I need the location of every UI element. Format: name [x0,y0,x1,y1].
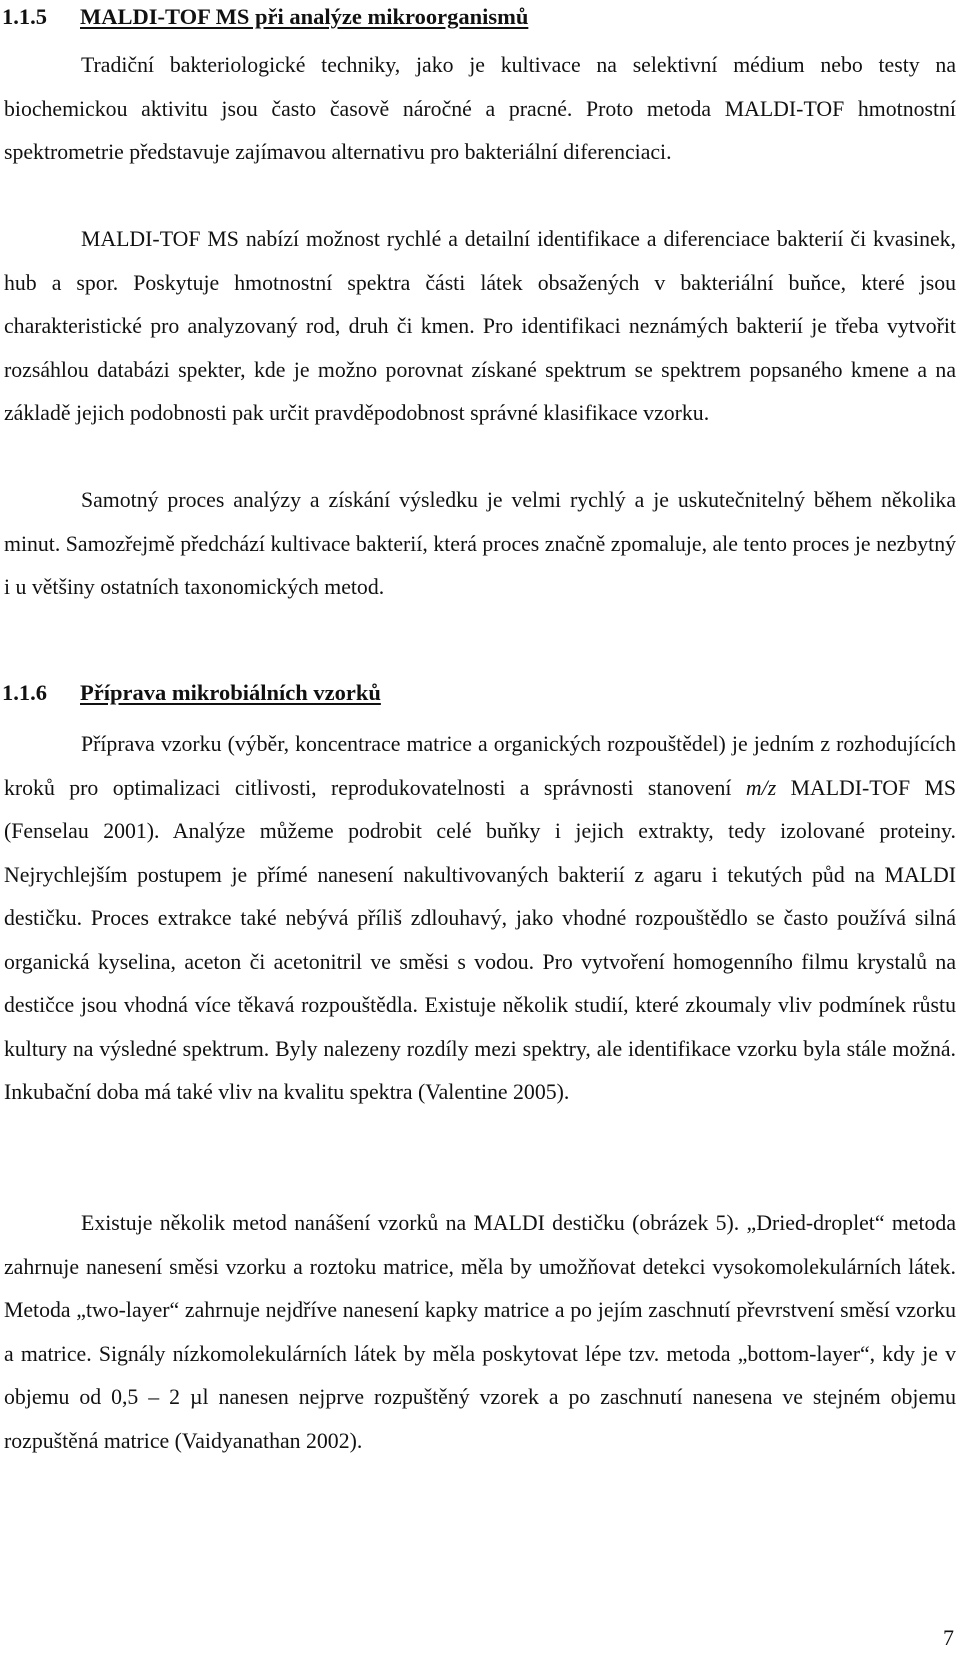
section-title: Příprava mikrobiálních vzorků [80,680,381,705]
section-number: 1.1.5 [2,4,47,29]
page-number: 7 [943,1625,954,1650]
paragraph-text-start: Příprava vzorku (výběr, koncentrace matrice a organických rozpouštědel) je jedním z rozhodujících kroků pro optimalizaci citlivosti, reprodukovatelnosti a správnosti stanovení [4,732,956,800]
paragraph-maldi-identification: MALDI-TOF MS nabízí možnost rychlé a detailní identifikace a diferenciace bakterií či kvasinek, hub a spor. Poskytuje hmotnostní spektra části látek obsažených v bakteriální buňce, které jsou charakteristické pro analyzovaný rod, druh či kmen. Pro identifikaci neznámých bakterií je třeba vytvořit rozsáhlou databázi spekter, kde je možno porovnat získané spektrum se spektrem popsaného kmene a na základě jejich podobnosti pak určit pravděpodobnost správné klasifikace vzorku. [4,227,956,425]
mz-italic: m/z [745,775,777,800]
section-heading-sample-prep [2,678,381,708]
section-number: 1.1.6 [2,680,47,705]
paragraph-traditional-techniques: Tradiční bakteriologické techniky, jako je kultivace na selektivní médium nebo testy na biochemickou aktivitu jsou často časově náročné a pracné. Proto metoda MALDI-TOF hmotnostní spektrometrie představuje zajímavou alternativu pro bakteriální diferenciaci. [4,53,956,164]
section-heading-maldi-tof [2,2,528,32]
paragraph-text-end: MALDI-TOF MS (Fenselau 2001). Analýze můžeme podrobit celé buňky i jejich extrakty, tedy izolované proteiny. Nejrychlejším postupem je přímé nanesení nakultivovaných bakterií z agaru i tekutých půd na MALDI destičku. Proces extrakce také nebývá příliš zdlouhavý, jako vhodné rozpouštědlo se často používá silná organická kyselina, aceton či acetonitril ve směsi s vodou. Pro vytvoření homogenního filmu krystalů na destičce jsou vhodná více těkavá rozpouštědla. Existuje několik studií, které zkoumaly vliv podmínek růstu kultury na výsledné spektrum. Byly nalezeny rozdíly mezi spektry, ale identifikace vzorku byla stále možná. Inkubační doba má také vliv na kvalitu spektra (Valentine 2005). [4,775,956,1104]
paragraph-deposition-methods: Existuje několik metod nanášení vzorků na MALDI destičku (obrázek 5). „Dried-droplet“ metoda zahrnuje nanesení směsi vzorku a roztoku matrice, měla by umožňovat detekci vysokomolekulárních látek. Metoda „two-layer“ zahrnuje nejdříve nanesení kapky matrice a po jejím zaschnutí převrstvení směsí vzorku a matrice. Signály nízkomolekulárních látek by měla poskytovat lépe tzv. metoda „bottom-layer“, kdy je v objemu od 0,5 – 2 µl nanesen nejprve rozpuštěný vzorek a po zaschnutí nanesena ve stejném objemu rozpuštěná matrice (Vaidyanathan 2002). [4,1211,956,1453]
paragraph-sample-preparation [4,723,956,1115]
paragraph-analysis-speed: Samotný proces analýzy a získání výsledku je velmi rychlý a je uskutečnitelný během několika minut. Samozřejmě předchází kultivace bakterií, která proces značně zpomaluje, ale tento proces je nezbytný i u většiny ostatních taxonomických metod. [4,488,956,599]
section-title: MALDI-TOF MS při analýze mikroorganismů [80,4,529,29]
